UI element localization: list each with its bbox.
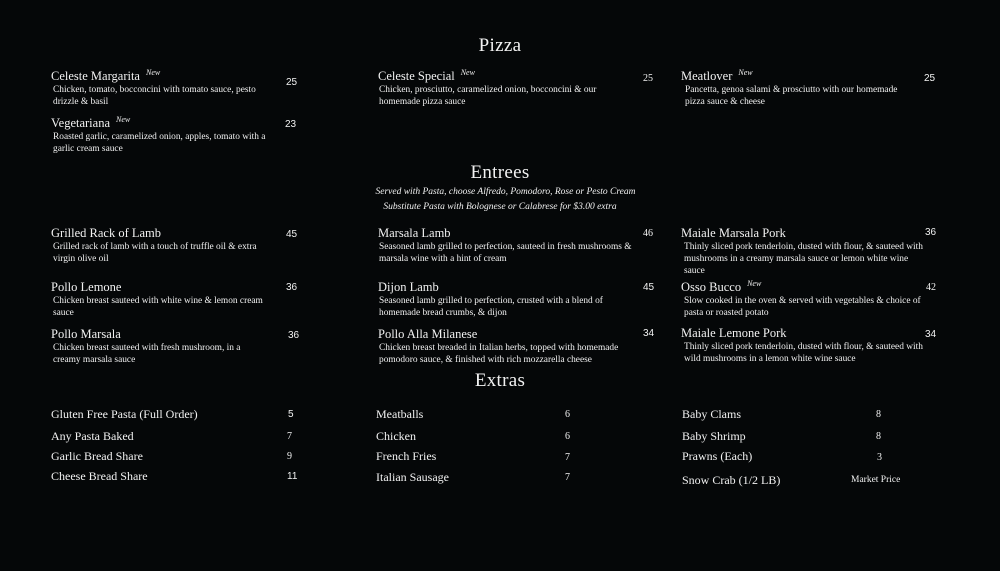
entrees-note-line2: Substitute Pasta with Bolognese or Calabrese for $3.00 extra: [383, 202, 617, 212]
extra-item-price: 6: [565, 409, 570, 420]
item-price: 25: [286, 77, 298, 88]
item-description: Seasoned lamb grilled to perfection, crusted with a blend of homemade bread crumbs, & dijon: [379, 296, 603, 318]
item-price: 45: [286, 229, 298, 240]
entrees-note-line1: Served with Pasta, choose Alfredo, Pomodoro, Rose or Pesto Cream: [375, 187, 636, 197]
extra-item-name: Cheese Bread Share: [51, 469, 148, 483]
extra-item-price: Market Price: [851, 475, 901, 485]
item-name: Pollo Marsala: [51, 327, 121, 341]
item-price: 36: [925, 227, 937, 238]
menu-item-celeste-special: [378, 69, 623, 108]
extra-item-name: Meatballs: [376, 407, 424, 421]
extra-item-name: Baby Shrimp: [682, 429, 746, 443]
item-name: Vegetariana $^{New}$: [51, 115, 131, 130]
menu-item-pollo-marsala: [51, 327, 266, 366]
item-description: Chicken, prosciutto, caramelized onion, bocconcini & our homemade pizza sauce: [379, 85, 597, 107]
extra-item-name: Baby Clams: [682, 407, 741, 421]
item-name: Celeste Margarita $^{New}$: [51, 68, 161, 83]
item-description: Seasoned lamb grilled to perfection, sauteed in fresh mushrooms & marsala wine with a hint of cream: [379, 242, 632, 264]
item-description: Pancetta, genoa salami & prosciutto with our homemade pizza sauce & cheese: [685, 85, 898, 107]
item-description: Grilled rack of lamb with a touch of truffle oil & extra virgin olive oil: [53, 242, 257, 264]
item-price: 46: [643, 228, 653, 239]
extra-item-price: 9: [287, 451, 292, 462]
menu-item-grilled-rack-of-lamb: [51, 226, 261, 265]
extra-item-name: Garlic Bread Share: [51, 449, 143, 463]
pizza-title: Pizza: [478, 35, 522, 56]
item-name: Celeste Special $^{New}$: [378, 68, 475, 83]
item-price: 36: [288, 330, 300, 341]
new-badge: New: [747, 279, 762, 288]
extra-item-name: French Fries: [376, 449, 437, 463]
menu-item-maiale-marsala-pork: [681, 226, 931, 277]
item-name: Marsala Lamb: [378, 226, 451, 240]
menu-item-pollo-lemone: [51, 280, 266, 319]
menu-item-marsala-lamb: [378, 226, 648, 265]
item-price: 34: [643, 328, 655, 339]
menu-item-vegetariana: [51, 116, 266, 155]
item-description: Chicken, tomato, bocconcini with tomato sauce, pesto drizzle & basil: [53, 85, 256, 107]
extra-item-name: Snow Crab (1/2 LB): [682, 473, 781, 487]
item-description: Chicken breast breaded in Italian herbs, topped with homemade pomodoro sauce, & finished with rich mozzarella cheese: [379, 343, 619, 365]
item-description: Roasted garlic, caramelized onion, apples, tomato with a garlic cream sauce: [53, 132, 266, 154]
item-name: Dijon Lamb: [378, 280, 439, 294]
menu-item-celeste-margarita: [51, 69, 266, 108]
new-badge: New: [738, 68, 753, 77]
item-description: Chicken breast sauteed with white wine & lemon cream sauce: [53, 296, 263, 318]
item-price: 42: [926, 282, 936, 293]
extra-item-price: 5: [288, 409, 294, 420]
item-description: Thinly sliced pork tenderloin, dusted with flour, & sauteed with wild mushrooms in a lemon white wine sauce: [684, 342, 923, 364]
extra-item-name: Prawns (Each): [682, 449, 753, 463]
menu-item-maiale-lemone-pork: [681, 326, 931, 365]
extra-item-price: 7: [287, 431, 292, 442]
extra-item-price: 8: [876, 409, 881, 420]
item-description: Chicken breast sauteed with fresh mushroom, in a creamy marsala sauce: [53, 343, 241, 365]
new-badge: New: [460, 68, 475, 77]
item-name: Maiale Marsala Pork: [681, 226, 786, 240]
item-name: Pollo Lemone: [51, 280, 122, 294]
menu-item-osso-bucco: [681, 280, 931, 319]
item-price: 36: [286, 282, 298, 293]
item-price: 45: [643, 282, 655, 293]
item-price: 25: [643, 73, 653, 84]
extra-item-price: 7: [565, 452, 570, 463]
new-badge: New: [145, 68, 161, 77]
extra-item-name: Chicken: [376, 429, 416, 443]
item-name: Osso Bucco $^{New}$: [681, 279, 762, 294]
extra-item-price: 11: [287, 471, 298, 482]
item-name: Grilled Rack of Lamb: [51, 226, 162, 240]
new-badge: New: [116, 115, 131, 124]
entrees-title: Entrees: [470, 162, 530, 183]
extra-item-price: 7: [565, 472, 570, 483]
item-price: 34: [925, 329, 937, 340]
extras-title: Extras: [474, 370, 526, 391]
item-description: Slow cooked in the oven & served with vegetables & choice of pasta or roasted potato: [684, 296, 921, 318]
item-name: Meatlover $^{New}$: [681, 68, 753, 83]
item-name: Maiale Lemone Pork: [681, 326, 787, 340]
extra-item-name: Gluten Free Pasta (Full Order): [51, 407, 198, 421]
extra-item-price: 3: [877, 452, 882, 463]
item-price: 25: [924, 73, 936, 84]
extra-item-name: Any Pasta Baked: [51, 429, 134, 443]
menu-item-dijon-lamb: [378, 280, 633, 319]
extra-item-name: Italian Sausage: [376, 470, 449, 484]
menu-item-meatlover: [681, 69, 916, 108]
extra-item-price: 6: [565, 431, 570, 442]
item-price: 23: [285, 119, 297, 130]
menu-item-pollo-alla-milanese: [378, 327, 648, 366]
extra-item-price: 8: [876, 431, 881, 442]
item-name: Pollo Alla Milanese: [378, 327, 478, 341]
item-description: Thinly sliced pork tenderloin, dusted with flour, & sauteed with mushrooms in a creamy marsala sauce or lemon white wine sauce: [684, 242, 923, 276]
